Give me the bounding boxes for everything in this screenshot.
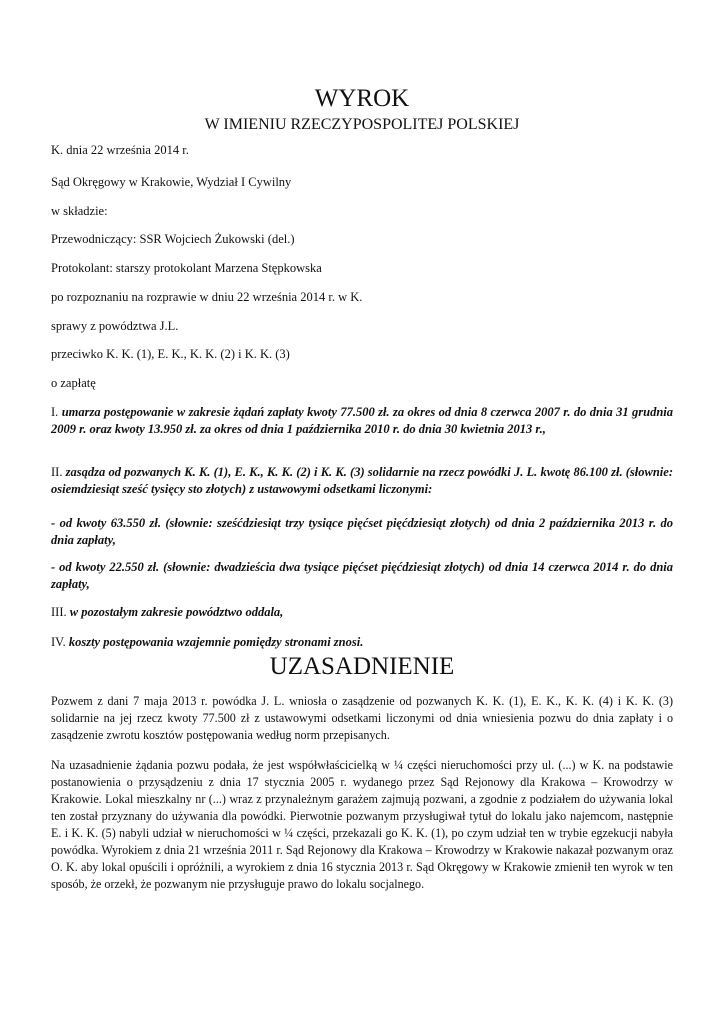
court-line: Sąd Okręgowy w Krakowie, Wydział I Cywilny — [51, 175, 292, 189]
subject-line: o zapłatę — [51, 376, 96, 390]
ruling-point-number: III. — [51, 605, 67, 619]
presiding-judge-line: Przewodniczący: SSR Wojciech Żukowski (del.) — [51, 232, 295, 246]
interest-item-1: - od kwoty 63.550 zł. (słownie: sześćdziesiąt trzy tysiące pięćset pięćdziesiąt złotych) od dnia 2 października 2013 r. do dnia zapłaty, — [51, 516, 673, 548]
composition-line: w składzie: — [51, 204, 108, 218]
date-line: K. dnia 22 września 2014 r. — [51, 143, 189, 157]
ruling-point-number: I. — [51, 405, 59, 419]
ruling-point-text: koszty postępowania wzajemnie pomiędzy stronami znosi. — [68, 635, 364, 649]
ruling-point-text: umarza postępowanie w zakresie żądań zapłaty kwoty 77.500 zł. za okres od dnia 8 czerwca 2007 r. do dnia 31 grudnia 2009 r. oraz kwoty 13.950 zł. za okres od dnia 1 października 2010 r. do dnia 30 kwietnia 2013 r., — [51, 405, 674, 437]
ruling-point-4 — [51, 634, 673, 651]
interest-item-2: - od kwoty 22.550 zł. (słownie: dwadzieścia dwa tysiące pięćset pięćdziesiąt złotych) od dnia 14 czerwca 2014 r. do dnia zapłaty, — [51, 560, 673, 592]
ruling-point-number: IV. — [51, 635, 66, 649]
ruling-point-1 — [51, 404, 673, 439]
case-line: sprawy z powództwa J.L. — [51, 319, 179, 333]
document-subtitle: W IMIENIU RZECZYPOSPOLITEJ POLSKIEJ — [204, 116, 520, 133]
justification-paragraph-2: Na uzasadnienie żądania pozwu podała, że jest współwłaścicielką w ¼ części nieruchomości przy ul. (...) w K. na podstawie postanowienia o przysądzeniu z dnia 17 stycznia 2005 r. wydanego przez Sąd Rejonowy dla Krakowa – Krowodrzy w Krakowie. Lokal mieszkalny nr (...) wraz z przynależnym garażem zajmują pozwani, a zgodnie z podziałem do używania lokal ten został przyznany do używania dla powódki. Pierwotnie pozwanym przysługiwał tytuł do lokalu jako najemcom, następnie E. i K. K. (5) nabyli udział w nieruchomości w ¼ części, przekazali go K. K. (1), po czym udział ten w trybie egzekucji nabyła powódka. Wyrokiem z dnia 21 września 2011 r. Sąd Rejonowy dla Krakowa – Krowodrzy w Krakowie nakazał pozwanym oraz O. K. aby lokal opuścili i opróżnili, a wyrokiem z dnia 16 stycznia 2013 r. Sąd Okręgowy w Krakowie zmienił ten wyrok w ten sposób, że orzekł, że pozwanym nie przysługuje prawo do lokalu socjalnego. — [51, 758, 673, 891]
hearing-line: po rozpoznaniu na rozprawie w dniu 22 września 2014 r. w K. — [51, 290, 363, 304]
ruling-point-3 — [51, 604, 673, 621]
ruling-point-number: II. — [51, 465, 63, 479]
document-title: WYROK — [314, 85, 410, 112]
clerk-line: Protokolant: starszy protokolant Marzena Stępkowska — [51, 261, 322, 275]
defendants-line: przeciwko K. K. (1), E. K., K. K. (2) i K. K. (3) — [51, 347, 290, 361]
justification-paragraph-1: Pozwem z dani 7 maja 2013 r. powódka J. L. wniosła o zasądzenie od pozwanych K. K. (1), E. K., K. K. (4) i K. K. (3) solidarnie na jej rzecz kwoty 77.500 zł z ustawowymi odsetkami liczonymi od dnia wniesienia pozwu do dnia zapłaty i o zasądzenie zwrotu kosztów postępowania według norm przepisanych. — [51, 694, 673, 742]
judgment-document — [51, 0, 673, 1024]
ruling-point-text: w pozostałym zakresie powództwo oddala, — [69, 605, 284, 619]
ruling-point-text: zasądza od pozwanych K. K. (1), E. K., K. K. (2) i K. K. (3) solidarnie na rzecz powódki J. L. kwotę 86.100 zł. (słownie: osiemdziesiąt sześć tysięcy sto złotych) z ustawowymi odsetkami liczonymi: — [51, 465, 673, 497]
justification-heading: UZASADNIENIE — [269, 653, 455, 680]
ruling-point-2 — [51, 464, 673, 499]
